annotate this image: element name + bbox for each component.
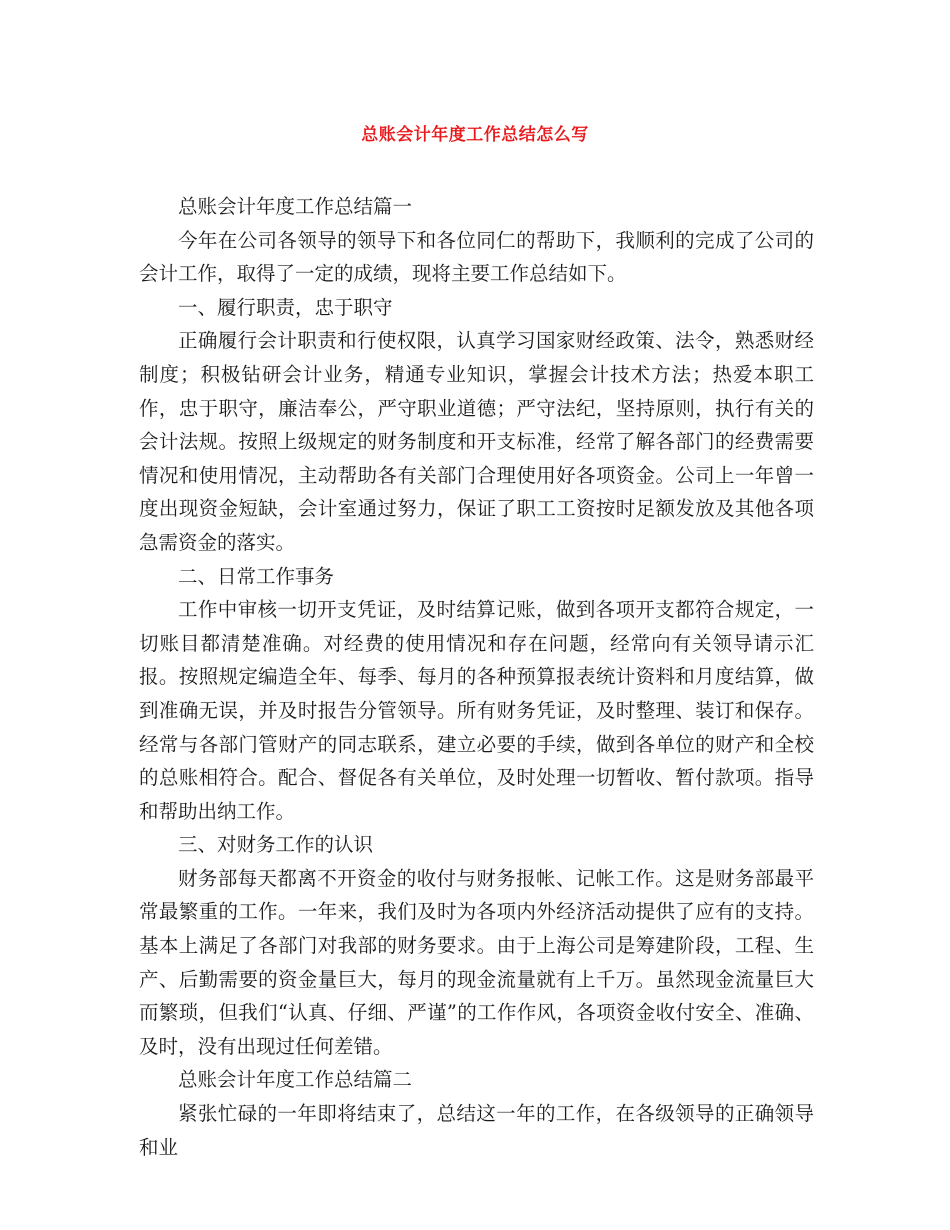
understanding-paragraph: 财务部每天都离不开资金的收付与财务报帐、记帐工作。这是财务部最平常最繁重的工作。一年来，我们及时为各项内外经济活动提供了应有的支持。基本上满足了各部门对我部的财务要求。由于上海公司是筹建阶段，工程、生产、后勤需要的资金量巨大，每月的现金流量就有上千万。虽然现金流量巨大而繁琐，但我们“认真、仔细、严谨”的工作作风，各项资金收付安全、准确、及时，没有出现过任何差错。 xyxy=(139,866,814,1058)
section-heading-part-two: 总账会计年度工作总结篇二 xyxy=(178,1068,413,1092)
subheading-daily-work: 二、日常工作事务 xyxy=(178,564,335,588)
section-heading-part-one: 总账会计年度工作总结篇一 xyxy=(178,195,413,218)
subheading-duties: 一、履行职责，忠于职守 xyxy=(178,295,393,319)
duties-paragraph: 正确履行会计职责和行使权限，认真学习国家财经政策、法令，熟悉财经制度；积极钻研会计业务，精通专业知识，掌握会计技术方法；热爱本职工作，忠于职守，廉洁奉公，严守职业道德；严守法纪，坚持原则，执行有关的会计法规。按照上级规定的财务制度和开支标准，经常了解各部门的经费需要情况和使用情况，主动帮助各有关部门合理使用好各项资金。公司上一年曾一度出现资金短缺，会计室通过努力，保证了职工工资按时足额发放及其他各项急需资金的落实。 xyxy=(139,329,814,554)
subheading-understanding: 三、对财务工作的认识 xyxy=(178,833,374,857)
intro-paragraph: 今年在公司各领导的领导下和各位同仁的帮助下，我顺利的完成了公司的会计工作，取得了一定的成绩，现将主要工作总结如下。 xyxy=(139,228,814,286)
document-title: 总账会计年度工作总结怎么写 xyxy=(361,125,589,145)
document-body xyxy=(139,190,814,1164)
daily-work-paragraph: 工作中审核一切开支凭证，及时结算记账，做到各项开支都符合规定，一切账目都清楚准确。对经费的使用情况和存在问题，经常向有关领导请示汇报。按照规定编造全年、每季、每月的各种预算报表统计资料和月度结算，做到准确无误，并及时报告分管领导。所有财务凭证，及时整理、装订和保存。经常与各部门管财产的同志联系，建立必要的手续，做到各单位的财产和全校的总账相符合。配合、督促各有关单位，及时处理一切暂收、暂付款项。指导和帮助出纳工作。 xyxy=(139,598,814,823)
part-two-paragraph: 紧张忙碌的一年即将结束了，总结这一年的工作，在各级领导的正确领导和业 xyxy=(139,1102,814,1159)
